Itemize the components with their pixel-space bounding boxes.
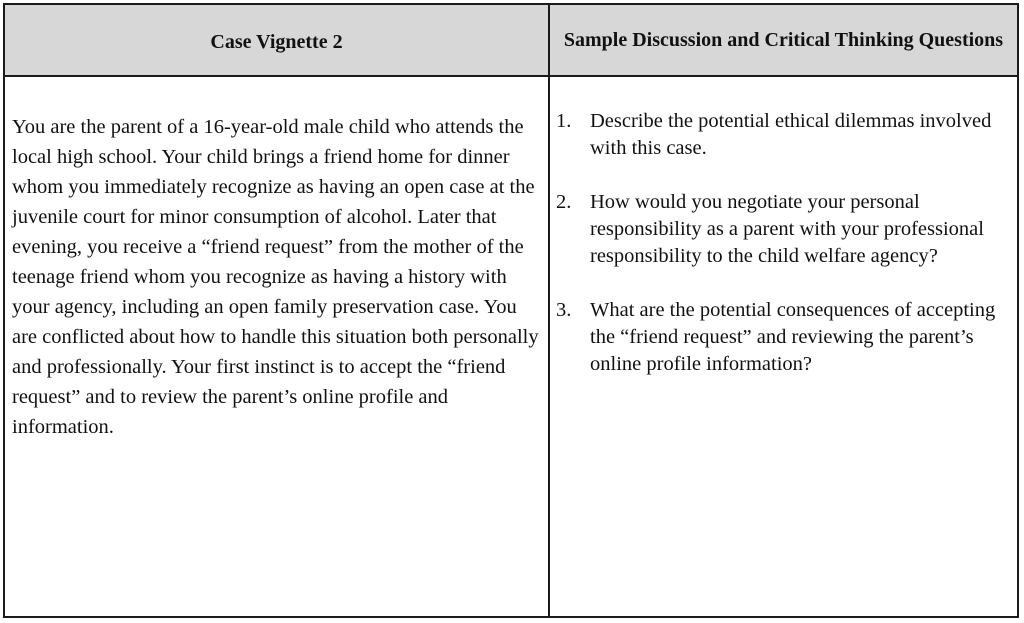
header-discussion-questions xyxy=(550,5,1017,75)
list-item xyxy=(556,189,1011,270)
column-divider xyxy=(548,5,550,616)
question-text: What are the potential consequences of accepting the “friend request” and reviewing the parent’s online profile information? xyxy=(590,299,996,375)
list-item xyxy=(556,108,1011,162)
header-discussion-questions-label: Sample Discussion and Critical Thinking Questions xyxy=(563,28,1004,51)
question-number: 2. xyxy=(556,191,572,213)
list-item xyxy=(556,297,1011,378)
vignette-text: You are the parent of a 16-year-old male child who attends the local high school. Your child brings a friend home for dinner whom you immediately recognize as having an open case at the juvenile court for minor consumption of alcohol. Later that evening, you receive a “friend request” from the mother of the teenage friend whom you recognize as having a history with your agency, including an open family preservation case. You are conflicted about how to handle this situation both personally and professionally. Your first instinct is to accept the “friend request” and to review the parent’s online profile and information. xyxy=(12,116,539,438)
question-number: 3. xyxy=(556,299,572,321)
header-case-vignette-label: Case Vignette 2 xyxy=(210,30,343,53)
question-number: 1. xyxy=(556,110,572,132)
header-case-vignette xyxy=(5,5,548,75)
questions-list xyxy=(556,108,1011,405)
vignette-table xyxy=(3,3,1019,618)
question-text: Describe the potential ethical dilemmas involved with this case. xyxy=(590,110,992,159)
question-text: How would you negotiate your personal responsibility as a parent with your professional responsibility to the child welfare agency? xyxy=(590,191,984,267)
